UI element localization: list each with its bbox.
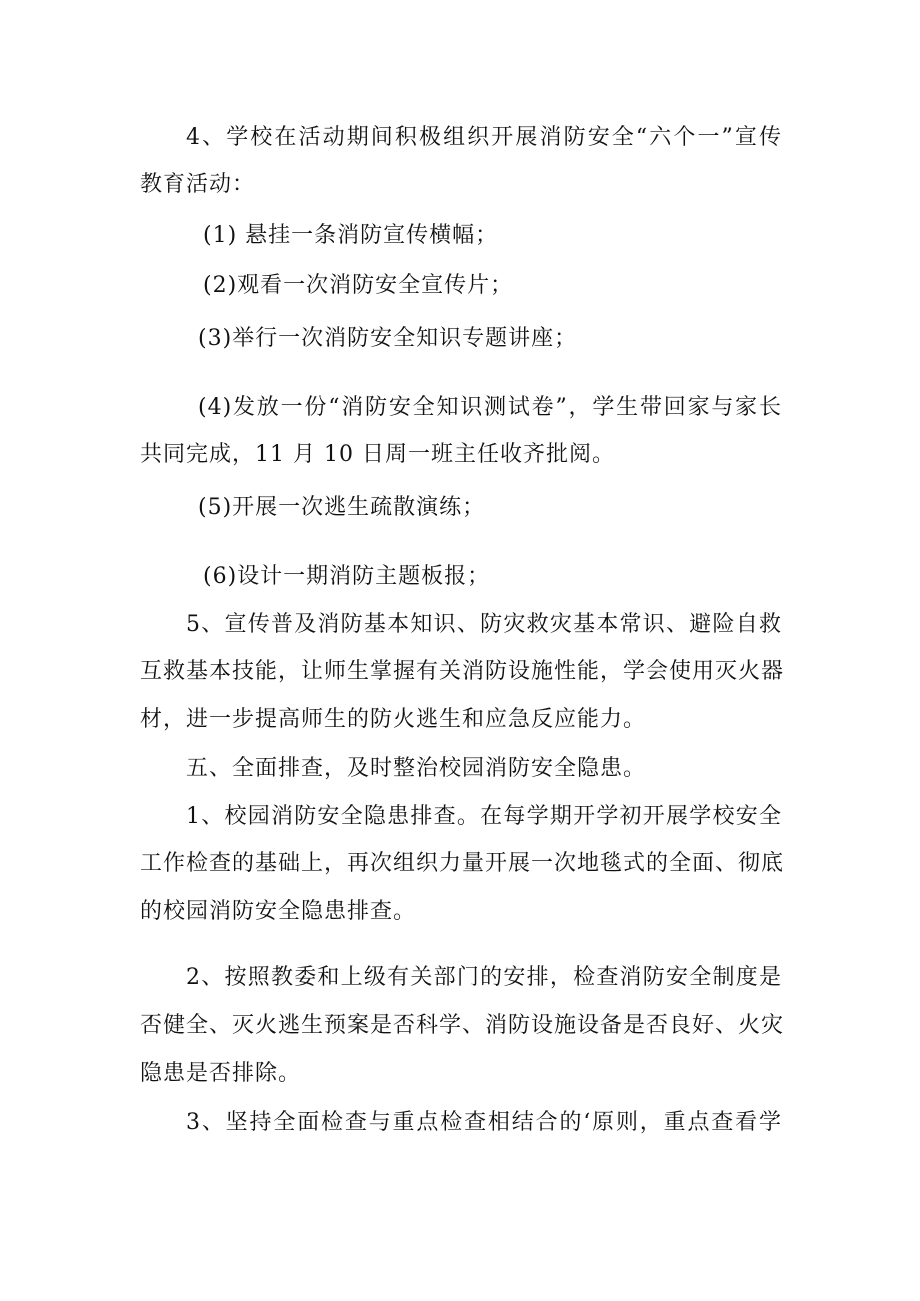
section-5-heading: 五、全面排查，及时整治校园消防安全隐患。: [186, 756, 647, 781]
list-item-2: (2)观看一次消防安全宣传片；: [203, 273, 514, 298]
paragraph-4-line-1: 4、学校在活动期间积极组织开展消防安全“六个一”宣传: [186, 125, 782, 150]
section-5-item-1-line-3: 的校园消防安全隐患排查。: [140, 899, 417, 924]
list-item-6: (6)设计一期消防主题板报；: [203, 564, 491, 589]
list-item-4-line-1: (4)发放一份“消防安全知识测试卷”，学生带回家与家长: [198, 395, 782, 420]
section-5-item-1-line-1: 1、校园消防安全隐患排查。在每学期开学初开展学校安全: [186, 804, 782, 829]
list-item-4-line-2: 共同完成，11 月 10 日周一班主任收齐批阅。: [140, 442, 615, 467]
section-5-item-2-line-3: 隐患是否排除。: [140, 1061, 302, 1086]
paragraph-5-line-2: 互救基本技能，让师生掌握有关消防设施性能，学会使用灭火器: [140, 659, 785, 684]
section-5-item-2-line-2: 否健全、灭火逃生预案是否科学、消防设施设备是否良好、火灾: [140, 1013, 785, 1038]
section-5-item-2-line-1: 2、按照教委和上级有关部门的安排，检查消防安全制度是: [186, 965, 782, 990]
section-5-item-3-line-1: 3、坚持全面检查与重点检查相结合的‘原则，重点查看学: [186, 1110, 782, 1135]
section-5-item-1-line-2: 工作检查的基础上，再次组织力量开展一次地毯式的全面、彻底: [140, 851, 785, 876]
paragraph-4-line-2: 教育活动：: [140, 172, 256, 197]
paragraph-5-line-1: 5、宣传普及消防基本知识、防灾救灾基本常识、避险自救: [186, 612, 782, 637]
list-item-3: (3)举行一次消防安全知识专题讲座；: [198, 326, 578, 351]
paragraph-5-line-3: 材，进一步提高师生的防火逃生和应急反应能力。: [140, 707, 647, 732]
list-item-5: (5)开展一次逃生疏散演练；: [198, 495, 486, 520]
list-item-1: (1) 悬挂一条消防宣传横幅；: [203, 223, 499, 248]
